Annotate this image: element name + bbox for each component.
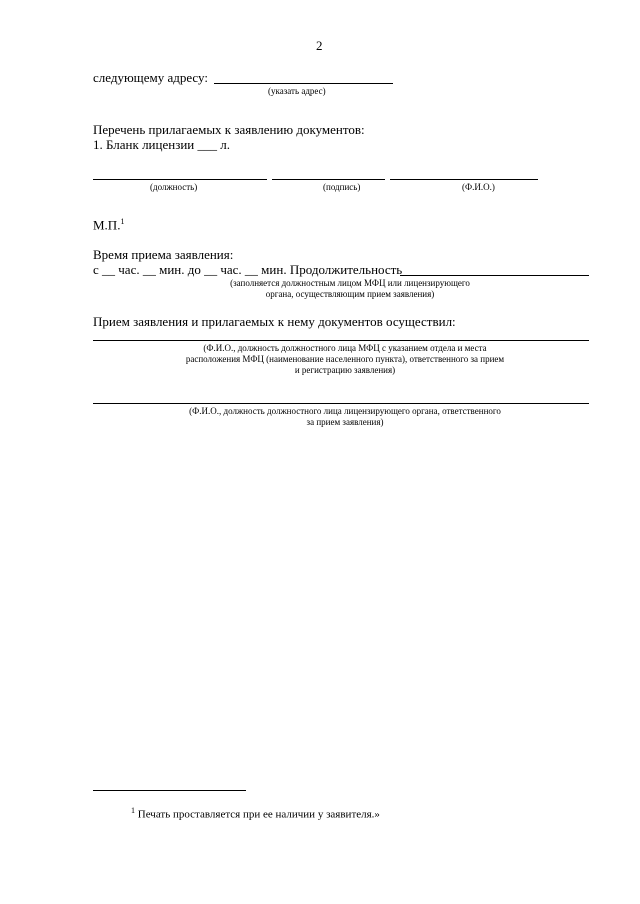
authority-caption-line1: (Ф.И.О., должность должностного лица лицензирующего органа, ответственного	[189, 406, 501, 416]
mfc-caption-line2: расположения МФЦ (наименование населенного пункта), ответственного за прием	[185, 354, 505, 364]
address-caption: (указать адрес)	[268, 86, 326, 96]
documents-heading: Перечень прилагаемых к заявлению документов:	[93, 122, 365, 137]
mfc-caption-line3: и регистрацию заявления)	[294, 365, 396, 375]
documents-item: 1. Бланк лицензии ___ л.	[93, 137, 230, 152]
authority-caption	[150, 406, 540, 428]
mfc-caption-line1: (Ф.И.О., должность должностного лица МФЦ с указанием отдела и места	[203, 343, 487, 353]
authority-line	[93, 403, 589, 404]
mfc-caption	[150, 343, 540, 376]
signature-line	[272, 179, 385, 180]
signature-caption: (подпись)	[323, 182, 361, 192]
position-line	[93, 179, 267, 180]
reception-time-line: с __ час. __ мин. до __ час. __ мин. Продолжительность	[93, 262, 403, 277]
reception-caption	[200, 278, 500, 300]
reception-heading: Время приема заявления:	[93, 247, 234, 262]
name-line	[390, 179, 538, 180]
address-line	[214, 83, 393, 84]
stamp-text: М.П.	[93, 217, 121, 233]
reception-caption-line2: органа, осуществляющим прием заявления)	[265, 289, 435, 299]
name-caption: (Ф.И.О.)	[462, 182, 495, 192]
stamp-footnote-mark: 1	[120, 217, 125, 226]
footnote-text: Печать проставляется при ее наличии у заявителя.»	[137, 808, 380, 821]
footnote	[131, 806, 380, 821]
page-number: 2	[316, 38, 323, 53]
acceptance-heading: Прием заявления и прилагаемых к нему документов осуществил:	[93, 314, 456, 329]
reception-caption-line1: (заполняется должностным лицом МФЦ или лицензирующего	[230, 278, 470, 288]
stamp-label	[93, 217, 124, 233]
address-prefix: следующему адресу:	[93, 70, 208, 85]
footnote-mark: 1	[131, 806, 135, 815]
duration-line	[400, 275, 589, 276]
footnote-separator	[93, 790, 246, 791]
authority-caption-line2: за прием заявления)	[306, 417, 384, 427]
position-caption: (должность)	[150, 182, 198, 192]
mfc-line	[93, 340, 589, 341]
